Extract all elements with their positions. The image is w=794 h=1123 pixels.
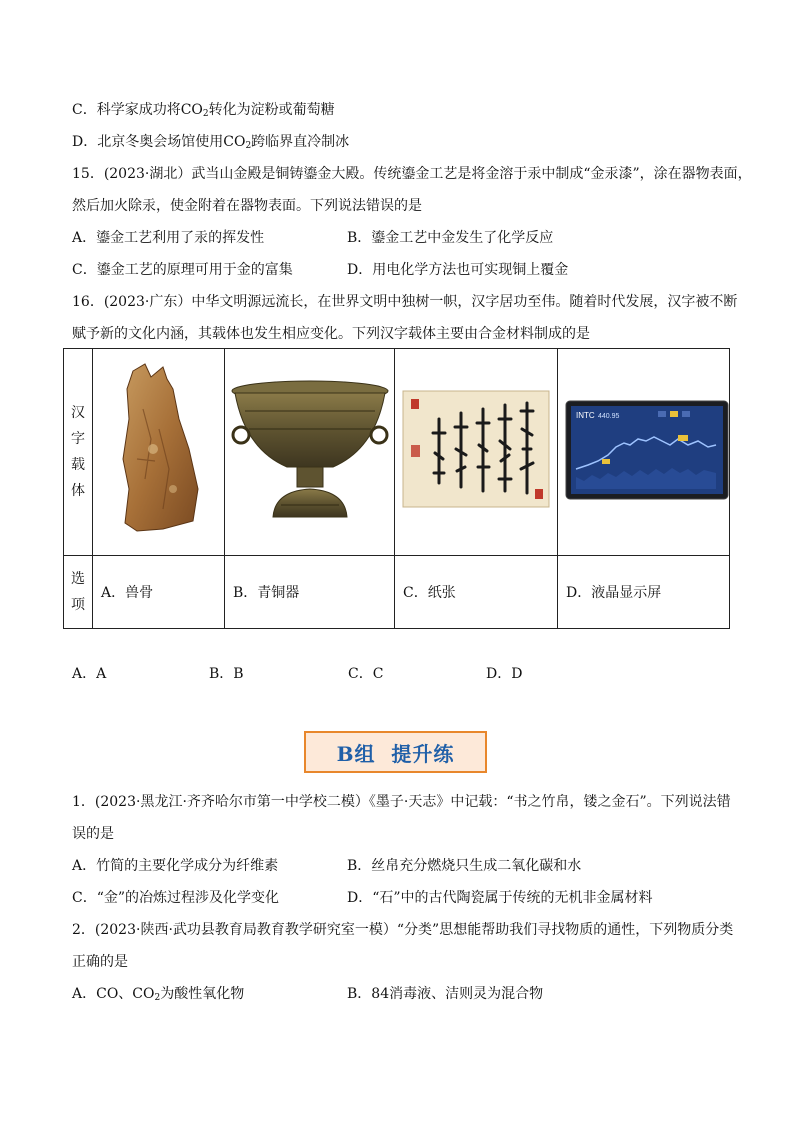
q16-carrier-table bbox=[63, 348, 730, 629]
lcd-image-cell bbox=[558, 349, 730, 556]
section-title: B组 提升练 bbox=[336, 741, 455, 766]
b1-option-c: C．“金”的冶炼过程涉及化学变化 bbox=[72, 890, 280, 906]
paper-image-cell bbox=[395, 349, 558, 556]
b1-option-d: D．“石”中的古代陶瓷属于传统的无机非金属材料 bbox=[347, 890, 653, 906]
bronze-image-cell bbox=[225, 349, 395, 556]
b1-stem-line2: 误的是 bbox=[72, 826, 114, 842]
lcd-screen-image bbox=[558, 349, 729, 551]
bronze-vessel-image bbox=[225, 349, 394, 551]
b1-option-b: B．丝帛充分燃烧只生成二氧化碳和水 bbox=[347, 858, 582, 874]
b2-stem-line2: 正确的是 bbox=[72, 954, 128, 970]
q16-stem-line2: 赋予新的文化内涵，其载体也发生相应变化。下列汉字载体主要由合金材料制成的是 bbox=[72, 326, 590, 342]
q16-option-d: D．液晶显示屏 bbox=[558, 556, 730, 629]
q15-option-b: B．鎏金工艺中金发生了化学反应 bbox=[347, 230, 554, 246]
row-header-option: 选 项 bbox=[64, 556, 93, 629]
q14-option-d: D．北京冬奥会场馆使用$CO_2$跨临界直冷制冰 bbox=[72, 134, 350, 151]
q14-option-c: C．科学家成功将$CO_2$转化为淀粉或葡萄糖 bbox=[72, 102, 335, 119]
bone-image-cell bbox=[93, 349, 225, 556]
svg-text:440.95: 440.95 bbox=[598, 413, 620, 420]
q15-option-c: C．鎏金工艺的原理可用于金的富集 bbox=[72, 262, 293, 278]
b1-option-a: A．竹简的主要化学成分为纤维素 bbox=[72, 858, 279, 874]
section-title-box bbox=[304, 731, 487, 773]
b1-stem-line1: 1．(2023·黑龙江·齐齐哈尔市第一中学校二模）《墨子·天志》中记载：“书之竹帛，镂之金石”。下列说法错 bbox=[72, 794, 731, 810]
q15-option-a: A．鎏金工艺利用了汞的挥发性 bbox=[72, 230, 265, 246]
oracle-bone-image bbox=[93, 349, 224, 551]
q16-option-c: C．纸张 bbox=[395, 556, 558, 629]
q16-option-a: A．兽骨 bbox=[93, 556, 225, 629]
q16-answer-d: D．D bbox=[486, 666, 523, 682]
b2-option-a: A．CO、$CO_2$为酸性氧化物 bbox=[72, 986, 245, 1003]
q16-option-b: B．青铜器 bbox=[225, 556, 395, 629]
q15-stem-line2: 然后加火除汞，使金附着在器物表面。下列说法错误的是 bbox=[72, 198, 422, 214]
q16-answer-c: C．C bbox=[348, 666, 384, 682]
row-header-carrier: 汉 字 载 体 bbox=[64, 349, 93, 556]
calligraphy-paper-image bbox=[395, 349, 557, 551]
q16-stem-line1: 16．(2023·广东）中华文明源远流长，在世界文明中独树一帜，汉字居功至伟。随着时代发展，汉字被不断 bbox=[72, 294, 738, 310]
q15-option-d: D．用电化学方法也可实现铜上覆金 bbox=[347, 262, 569, 278]
b2-stem-line1: 2．(2023·陕西·武功县教育局教育教学研究室一模）“分类”思想能帮助我们寻找物质的通性，下列物质分类 bbox=[72, 922, 734, 938]
q16-answer-a: A．A bbox=[72, 666, 107, 682]
q16-answer-b: B．B bbox=[209, 666, 244, 682]
q15-stem-line1: 15．(2023·湖北）武当山金殿是铜铸鎏金大殿。传统鎏金工艺是将金溶于汞中制成“金汞漆”，涂在器物表面， bbox=[72, 166, 752, 182]
svg-text:INTC: INTC bbox=[576, 411, 595, 420]
b2-option-b: B．84消毒液、洁则灵为混合物 bbox=[347, 986, 544, 1002]
